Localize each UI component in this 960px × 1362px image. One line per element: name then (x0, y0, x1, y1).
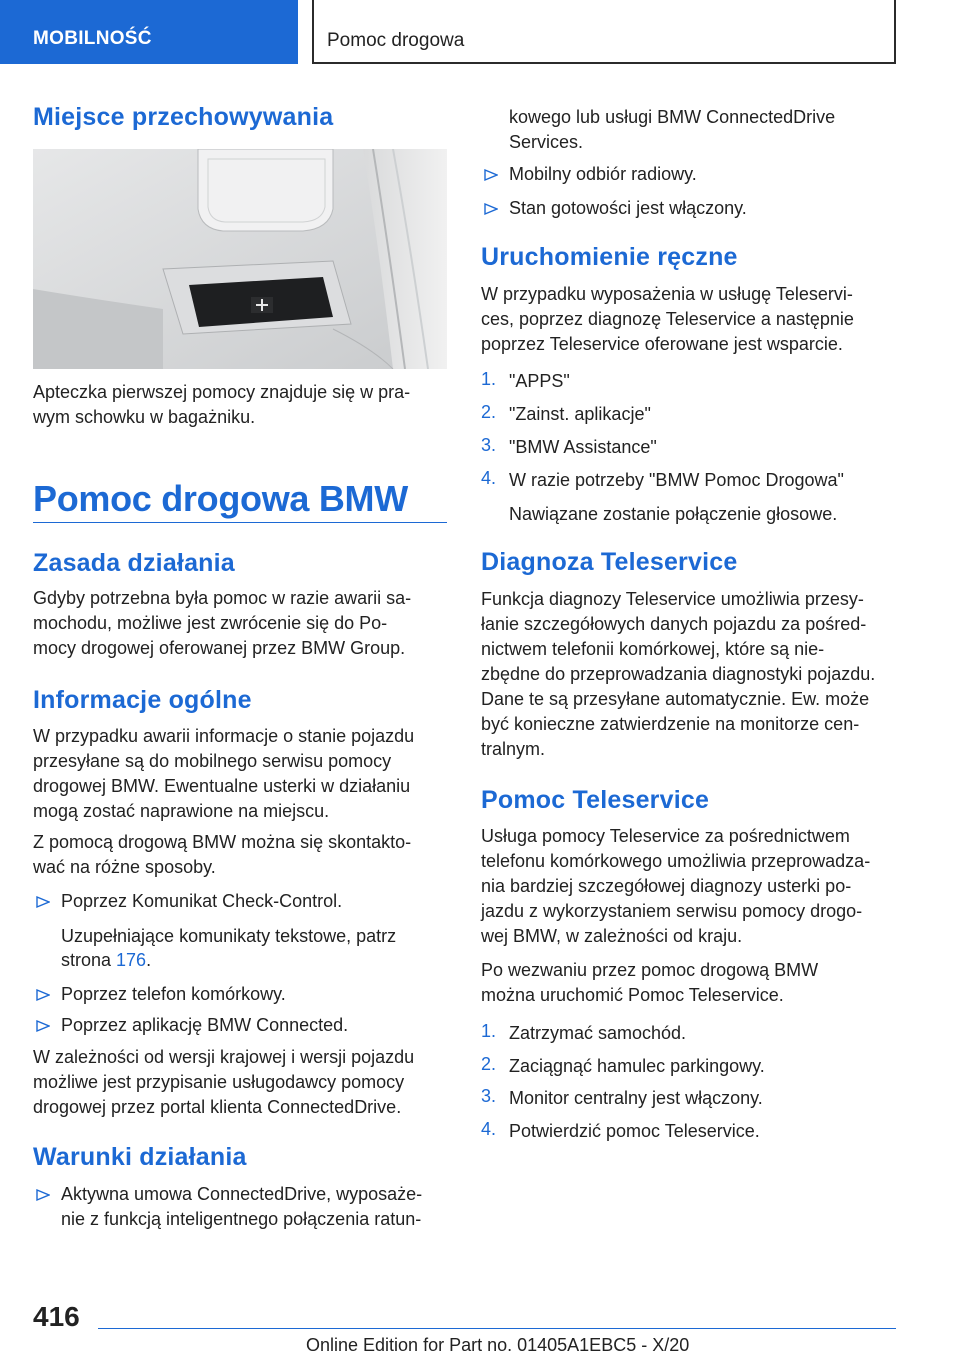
header-chapter-label: Pomoc drogowa (327, 30, 465, 51)
tele-step-number: 4. (481, 1119, 497, 1139)
triangle-bullet-icon (36, 895, 50, 909)
diag-title: Diagnoza Teleservice (481, 548, 738, 576)
diag-text-line-1: Funkcja diagnozy Teleservice umożliwia przesy- (481, 589, 864, 609)
contact-text-line-2: wać na różne sposoby. (33, 857, 216, 877)
manual-step-text: "BMW Assistance" (509, 437, 657, 457)
diag-text-line-7: tralnym. (481, 739, 546, 759)
bullet-app: Poprzez aplikację BMW Connected. (61, 1015, 349, 1035)
bullet-phone: Poprzez telefon komórkowy. (61, 984, 286, 1004)
page-number: 416 (33, 1301, 80, 1332)
main-title-rule (33, 522, 447, 523)
manual-step-number: 2. (481, 402, 497, 422)
contact-text-line-1: Z pomocą drogową BMW można się skontakto- (33, 832, 412, 852)
manual-step-number: 4. (481, 468, 497, 488)
tele-text-line-2: telefonu komórkowego umożliwia przeprowadza- (481, 851, 871, 871)
footer-edition: Online Edition for Part no. 01405A1EBC5 - X/20 (306, 1335, 690, 1355)
principle-title: Zasada działania (33, 549, 235, 577)
manual-text-line-2: ces, poprzez diagnozę Teleservice a następnie (481, 309, 854, 329)
diag-text-line-2: łanie szczegółowych danych pojazdu za pośred- (481, 614, 867, 634)
manual-step-text: "Zainst. aplikacje" (509, 404, 651, 424)
tele-title: Pomoc Teleservice (481, 786, 710, 814)
principle-text-line-1: Gdyby potrzebna była pomoc w razie awarii sa- (33, 588, 412, 608)
manual-step-4-sub: Nawiązane zostanie połączenie głosowe. (509, 504, 838, 524)
manual-step-number: 1. (481, 369, 497, 389)
principle-text-line-3: mocy drogowej oferowanej przez BMW Group. (33, 638, 406, 658)
triangle-bullet-icon (484, 202, 498, 216)
footer-rule (98, 1328, 896, 1329)
conditions-title: Warunki działania (33, 1143, 247, 1171)
bullet-check-control: Poprzez Komunikat Check-Control. (61, 891, 343, 911)
tele-step-number: 1. (481, 1021, 497, 1041)
photo-caption-line-1: Apteczka pierwszej pomocy znajduje się w pra- (33, 382, 411, 402)
tele-text-line-5: wej BMW, w zależności od kraju. (481, 926, 743, 946)
provider-text-line-2: możliwe jest przypisanie usługodawcy pomocy (33, 1072, 405, 1092)
tele-text2-line-1: Po wezwaniu przez pomoc drogową BMW (481, 960, 819, 980)
manual-step-text: "APPS" (509, 371, 570, 391)
cond-bullet-ready: Stan gotowości jest włączony. (509, 198, 747, 218)
provider-text-line-1: W zależności od wersji krajowej i wersji pojazdu (33, 1047, 415, 1067)
tele-step-text: Zaciągnąć hamulec parkingowy. (509, 1056, 765, 1076)
diag-text-line-3: nictwem telefonii komórkowej, które są nie- (481, 639, 825, 659)
cond-bullet-contract-line-1: Aktywna umowa ConnectedDrive, wyposaże- (61, 1184, 423, 1204)
bullet-check-control-sub-2: strona 176. (61, 950, 152, 970)
triangle-bullet-icon (36, 988, 50, 1002)
triangle-bullet-icon (36, 1188, 50, 1202)
diag-text-line-6: być konieczne zatwierdzenie na monitorze cen- (481, 714, 860, 734)
cond-bullet-radio: Mobilny odbiór radiowy. (509, 164, 697, 184)
header-section-label: MOBILNOŚĆ (33, 28, 152, 49)
tele-text-line-3: nia bardziej szczegółowej diagnozy usterki po- (481, 876, 852, 896)
triangle-bullet-icon (36, 1019, 50, 1033)
general-text-line-4: mogą zostać naprawione na miejscu. (33, 801, 330, 821)
principle-text-line-2: mochodu, możliwe jest zwrócenie się do Po- (33, 613, 388, 633)
tele-text-line-4: jazdu z wykorzystaniem serwisu pomocy drogo- (481, 901, 863, 921)
photo-caption-line-2: wym schowku w bagażniku. (33, 407, 256, 427)
provider-text-line-3: drogowej przez portal klienta ConnectedDrive. (33, 1097, 402, 1117)
diag-text-line-5: Dane te są przesyłane automatycznie. Ew. może (481, 689, 870, 709)
page-link-176[interactable]: 176 (116, 950, 147, 970)
tele-text2-line-2: można uruchomić Pomoc Teleservice. (481, 985, 784, 1005)
general-title: Informacje ogólne (33, 686, 252, 714)
tele-text-line-1: Usługa pomocy Teleservice za pośrednictwem (481, 826, 850, 846)
general-text-line-2: przesyłane są do mobilnego serwisu pomocy (33, 751, 392, 771)
tele-step-text: Potwierdzić pomoc Teleservice. (509, 1121, 760, 1141)
header-chapter-box (312, 0, 896, 64)
diag-text-line-4: zbędne do przeprowadzania diagnostyki pojazdu. (481, 664, 876, 684)
bullet-check-control-sub-1: Uzupełniające komunikaty tekstowe, patrz (61, 926, 397, 946)
tele-step-text: Monitor centralny jest włączony. (509, 1088, 763, 1108)
storage-title: Miejsce przechowywania (33, 103, 334, 131)
cond-bullet-contract-line-2: nie z funkcją inteligentnego połączenia ratun- (61, 1209, 422, 1229)
cond-bullet-contract-line-3: kowego lub usługi BMW ConnectedDrive (509, 107, 836, 127)
manual-step-text: W razie potrzeby "BMW Pomoc Drogowa" (509, 470, 844, 490)
manual-text-line-3: poprzez Teleservice oferowane jest wsparcie. (481, 334, 843, 354)
triangle-bullet-icon (484, 168, 498, 182)
cond-bullet-contract-line-4: Services. (509, 132, 584, 152)
general-text-line-1: W przypadku awarii informacje o stanie pojazdu (33, 726, 415, 746)
general-text-line-3: drogowej BMW. Ewentualne usterki w działaniu (33, 776, 411, 796)
main-title: Pomoc drogowa BMW (33, 478, 408, 519)
manual-title: Uruchomienie ręczne (481, 243, 738, 271)
tele-step-number: 2. (481, 1054, 497, 1074)
manual-step-number: 3. (481, 435, 497, 455)
trunk-photo (33, 149, 447, 369)
manual-text-line-1: W przypadku wyposażenia w usługę Teleservi- (481, 284, 853, 304)
header-section-tab (0, 0, 298, 64)
tele-step-text: Zatrzymać samochód. (509, 1023, 687, 1043)
tele-step-number: 3. (481, 1086, 497, 1106)
